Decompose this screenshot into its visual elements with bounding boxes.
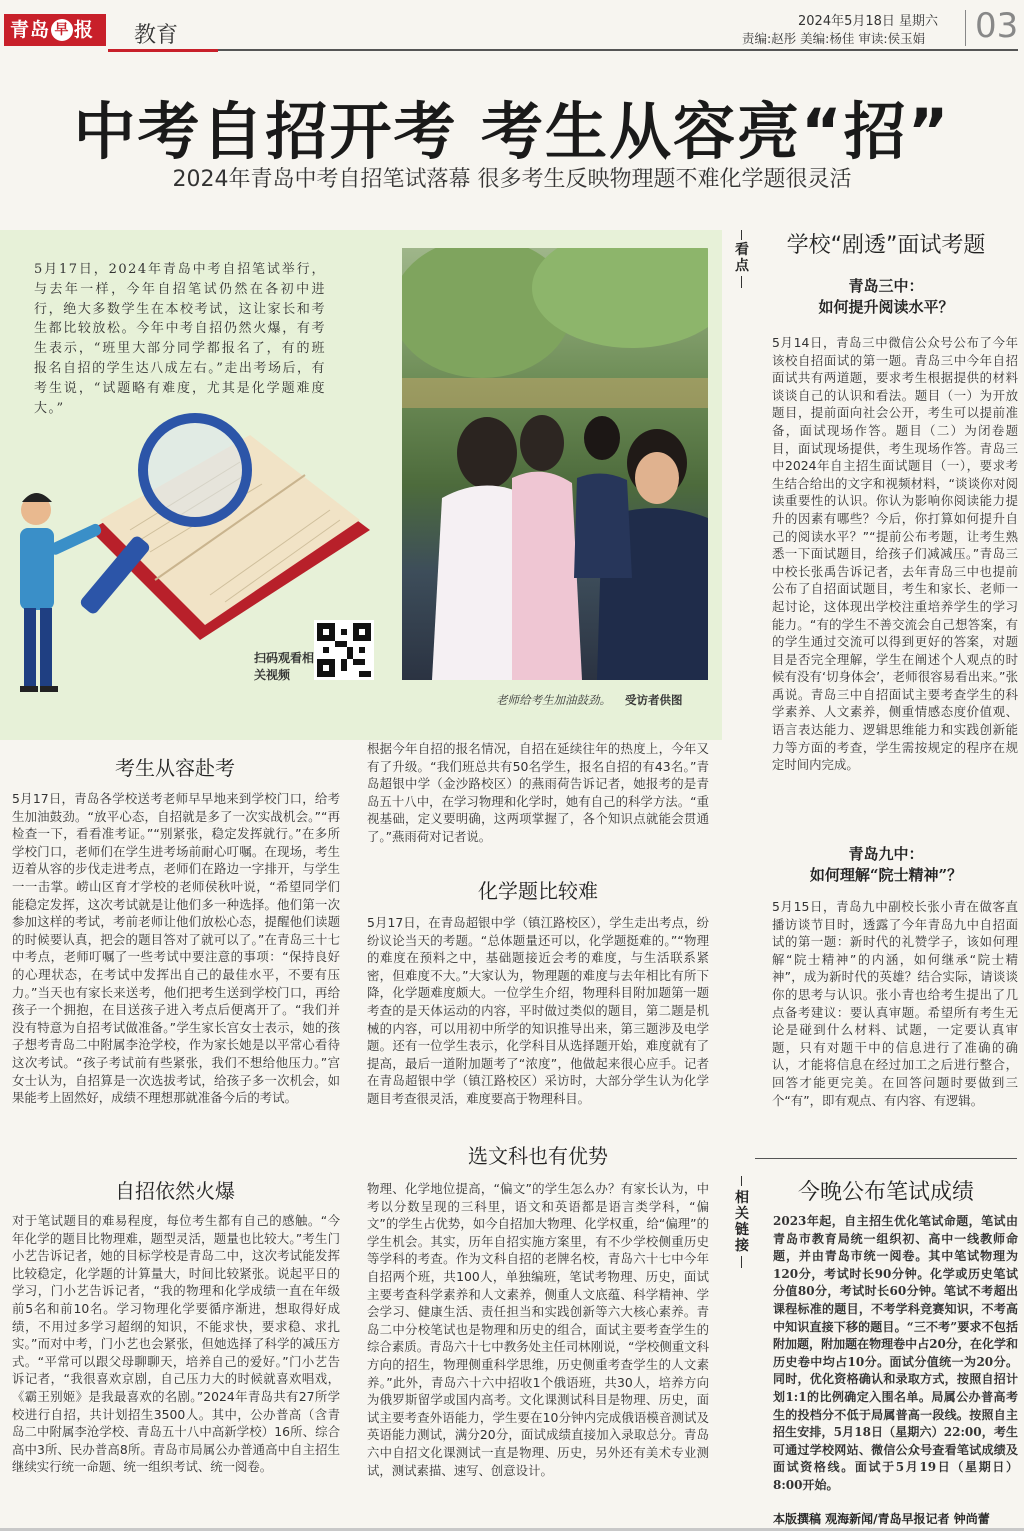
main-headline: 中考自招开考 考生从容亮“招” [73,95,951,168]
editor-credits: 责编:赵彤 美编:杨佳 审读:侯玉娟 [742,31,926,46]
col2-text-1: 5月17日，在青岛超银中学（镇江路校区），学生走出考点，纷纷议论当天的考题。“总体题量还可以，化学题挺难的。”“物理的难度在预料之中，基础题接近会考的难度，与生活联系紧密，但难度不大。”大家认为，物理题的难度与去年相比有所下降，化学题难度颇大。一位学生介绍，物理科目附加题第一题考查的是天体运动的内容，平时做过类似的题目，第二题是机械的内容，可以用初中所学的知识推导出来，第三题涉及电学题。还有一位学生表示，化学科目从选择题开始，难度就有了提高，最后一道附加题考了“浓度”，他做起来很心应手。记者在青岛超银中学（镇江路校区）采访时，大部分学生认为化学题目考查很灵活，难度要高于物理科目。 [367,915,709,1106]
qr-code-icon [317,623,371,677]
right-heading-1: 学校“剧透”面试考题 [786,233,986,258]
school-3-subheading: 青岛三中： 如何提升阅读水平？ [818,277,954,316]
right-divider [755,1158,1017,1159]
masthead [0,0,1024,58]
issue-date: 2024年5月18日 星期六 [798,14,939,29]
col2-text-0: 根据今年自招的报名情况，自招在延续往年的热度上，今年又有了升级。“我们班总共有50名学生，报名自招的有43名。”青岛超银中学（金沙路校区）的燕雨荷告诉记者，她报考的是青岛五十八中，在学习物理和化学时，她有自己的科学方法。“重视基础，定义要明确，这两项掌握了，各个知识点就能会贯通了。”燕雨荷对记者说。 [367,741,709,844]
col1-text-1: 5月17日，青岛各学校送考老师早早地来到学校门口，给考生加油鼓劲。“放平心态，自招就是多了一次实战机会。”“再检查一下，看看准考证。”“别紧张，稳定发挥就行。”在多所学校门口，老师们在学生进考场前耐心叮嘱。在现场，考生迈着从容的步伐走进考点，老师们在路边一字排开，与学生一一击掌。崂山区育才学校的老师侯秋叶说，“希望同学们能稳定发挥，这次考试就是让他们多一种选择。他们第一次参加这样的考试，考前老师让他们放松心态，提醒他们读题的时候要认真，把会的题目答对了就可以了。”在青岛三十七中考点，老师叮嘱了一些考试中要注意的事项：“保持良好的心理状态，在考试中发挥出自己的最佳水平，不要有压力。”当天也有家长来送考，他们把考生送到学校门口，再给孩子一个拥抱，在目送孩子进入考点后便离开了。“我们并没有特意为自招考试做准备。”学生家长宫女士表示，她的孩子想考青岛二中附属李沧学校，作为家长她是以平常心看待这次考试。“孩子考试前有些紧张，我们不想给他压力。”宫女士认为，自招算是一次选拔考试，给孩子多一次机会，如果能考上固然好，成绩不理想那就准备今后的考试。 [12,791,340,1106]
newspaper-logo: 青岛 早 报 [4,14,106,46]
col1-heading-1: 考生从容赴考 [115,756,235,780]
byline-credit: 本版撰稿 观海新闻/青岛早报记者 钟尚蕾 [773,1512,990,1526]
sub-headline: 2024年青岛中考自招笔试落幕 很多考生反映物理题不难化学题很灵活 [172,167,852,192]
col2-heading-2: 选文科也有优势 [468,1144,608,1168]
col2-text-2: 物理、化学地位提高，“偏文”的学生怎么办？有家长认为，中考以分数呈现的三科里，语文和英语都是语言类学科，“偏文”的学生占优势，如今自招加大物理、化学权重，给“偏理”的学生机会。其实，历年自招实施方案里，有不少学校侧重历史等学科的考查。作为文科自招的老牌名校，青岛六十七中今年自招两个班，共100人，单独编班，笔试考物理、历史，面试主要考查科学素养和人文素养，侧重人文底蕴、科学精神、学会学习、健康生活、责任担当和实践创新等六大核心素养。青岛二中分校笔试也是物理和历史的组合，面试主要考查学生的综合素质。青岛六十七中教务处主任司林刚说，“学校侧重文科方向的招生，物理侧重科学思维，历史侧重考查学生的人文素养。”此外，青岛六十六中招收1个俄语班，共30人，培养方向为俄罗斯留学或国内高考。文化课测试科目是物理、历史，面试主要考查外语能力，学生要在10分钟内完成俄语模音测试及英语能力测试，满分20分，面试成绩直接加入录取总分。青岛六中自招文化课测试一直是物理、历史，另外还有美术专业测试，测试素描、速写、创意设计。 [367,1181,709,1478]
qr-label: 扫码观看相关视频 [254,651,315,682]
right-heading-2: 今晚公布笔试成绩 [797,1180,974,1205]
students-photo-illustration [402,248,708,680]
section-label: 教育 [134,23,179,48]
right-text-2: 5月15日，青岛九中副校长张小青在做客直播访谈节目时，透露了今年青岛九中自招面试的第一题：新时代的礼赞学子，该如何理解“院士精神”的内涵，如何继承“院士精神”，成为新时代的英雄？结合实际，请谈谈你的思考与认识。张小青也给考生提出了几点备考建议：要认真审题。希望所有考生无论是碰到什么材料、试题，一定要认真审题，只有对题干中的信息进行了准确的确认，才能将信息在经过加工之后进行整合，回答才能更完美。在回答问题时要做到三个“有”，即有观点、有内容、有逻辑。 [772,899,1018,1108]
right-text-1: 5月14日，青岛三中微信公众号公布了今年该校自招面试的第一题。青岛三中今年自招面试共有两道题，要求考生根据提供的材料谈谈自己的认识和看法。题目（一）为开放题目，提前面向社会公开，考生可以提前准备，面试现场作答。题目（二）为闭卷题目，面试现场提供，考生现场作答。青岛三中2024年自主招生面试题目（一），要求考生结合给出的文字和视频材料，“谈谈你对阅读重要性的认识。你认为影响你阅读能力提升的因素有哪些？今后，你打算如何提升自己的阅读水平？”“提前公布考题，让考生熟悉一下面试题目，给孩子们减减压。”青岛三中校长张禹告诉记者，去年青岛三中也提前公布了自招面试题目，考生和家长、老师一起讨论，这体现出学校注重培养学生的学习能力。“有的学生不善交流会自己想答案，有的学生通过交流可以得到更好的答案，对题目是否完全理解，学生在阐述个人观点的时候有没有‘切身体会’，老师很容易看出来。”张禹说。青岛三中自招面试主要考查学生的科学素养、人文素养，侧重情感态度价值观、语言表达能力、逻辑思维能力和实践创新能力等方面的考查，学生需按规定的程序在规定时间内完成。 [772,335,1018,773]
lead-paragraph: 5月17日，2024年青岛中考自招笔试举行，与去年一样，今年自招笔试仍然在各初中进行，绝大多数学生在本校考试，这让家长和考生都比较放松。今年中考自招仍然火爆，有考生表示，“班里大部分同学都报名了，有的班报名自招的学生达八成左右。”走出考场后，有考生说，“试题略有难度，尤其是化学题难度大。” [34,262,326,416]
side-dash-bottom-2 [741,1256,742,1268]
page-divider [965,10,966,46]
side-dash-top-2 [741,1176,742,1186]
col1-heading-2: 自招依然火爆 [115,1179,235,1203]
page-number: 03 [975,6,1019,46]
right-text-3: 2023年起，自主招生优化笔试命题，笔试由青岛市教育局统一组织初、高中一线教师命题，并由青岛市统一阅卷。其中笔试物理为120分，考试时长90分钟。化学或历史笔试分值80分，考试时长60分钟。笔试不考超出课程标准的题目，不考学科竞赛知识，不考高中知识直接下移的题目。“三不考”要求不包括附加题，附加题在物理卷中占20分，在化学和历史卷中均占10分。面试分值统一为20分。同时，优化资格确认和录取方式，按照自招计划1:1的比例确定入围名单。局属公办普高考生的投档分不低于局属普高一段线。按照自主招生安排，5月18日（星期六）22:00，考生可通过学校网站、微信公众号查看笔试成绩及面试资格线。面试于5月19日（星期日）8:00开始。 [773,1214,1018,1492]
book-magnifier-illustration [0,380,402,740]
school-9-subheading: 青岛九中： 如何理解“院士精神”？ [809,845,963,884]
header-rule [218,49,1018,51]
photo-caption: 老师给考生加油鼓劲。 受访者供图 [496,693,683,707]
qr-code[interactable] [314,620,374,680]
col1-text-2: 对于笔试题目的难易程度，每位考生都有自己的感触。“今年化学的题目比物理难，题型灵活，题量也比较大。”考生门小艺告诉记者，她的目标学校是青岛二中，这次考试能发挥比较稳定，化学题的计算量大，时间比较紧张。说起平日的学习，门小艺告诉记者，“我的物理和化学成绩一直在年级前5名和前10名。学习物理化学要循序渐进，想取得好成绩，不用过多学习超纲的知识，不能求快，要求稳、求扎实。”而对中考，门小艺也会紧张，但她选择了科学的减压方式。“平常可以跟父母聊聊天，培养自己的爱好。”门小艺告诉记者，“我很喜欢京剧，自己压力大的时候就喜欢唱戏，《霸王别姬》是我最喜欢的名剧。”2024年青岛共有27所学校进行自招，共计划招生3500人。其中，公办普高（含青岛二中附属李沧学校、青岛五十八中高新学校）16所、综合高中3所、民办普高8所。青岛市局属公办普通高中自主招生继续实行统一命题、统一组织考试、统一阅卷。 [12,1213,340,1475]
section-tab [108,8,218,52]
side-dash-bottom [741,276,742,288]
col2-heading-1: 化学题比较难 [478,879,598,903]
news-photo [402,248,708,680]
side-dash-top [741,230,742,240]
side-tag-highlights: 看点 [735,242,749,274]
side-tag-related: 相关链接 [735,1190,749,1254]
